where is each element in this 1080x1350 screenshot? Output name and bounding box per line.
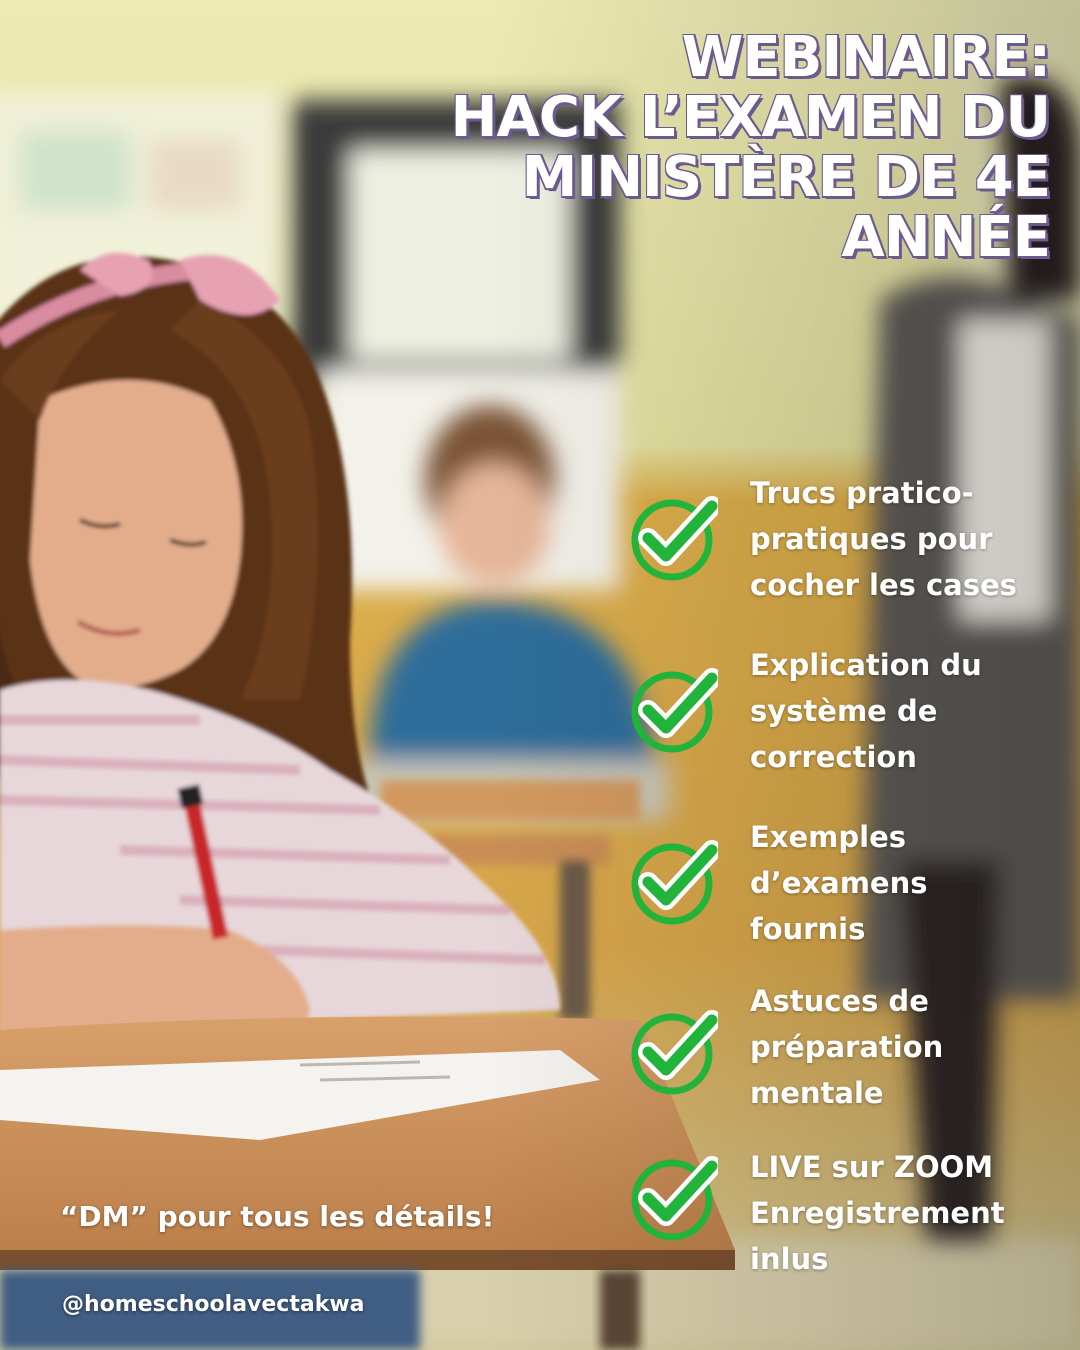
check-circle-icon [626, 666, 718, 758]
feature-line: LIVE sur ZOOM [750, 1150, 994, 1184]
check-circle-icon [626, 838, 718, 930]
feature-line: fournis [750, 912, 866, 946]
dm-call-to-action: “DM” pour tous les détails! [60, 1200, 495, 1233]
feature-line: Explication du [750, 648, 982, 682]
title-line: WEBINAIRE: [681, 25, 1050, 90]
title-line: MINISTÈRE DE 4E [521, 145, 1050, 210]
check-circle-icon [626, 1154, 718, 1246]
webinar-title [230, 25, 1050, 270]
social-handle: @homeschoolavectakwa [62, 1292, 365, 1317]
feature-line: Astuces de [750, 984, 929, 1018]
title-line: HACK L’EXAMEN DU [450, 85, 1050, 150]
feature-line: Exemples [750, 820, 907, 854]
feature-line: mentale [750, 1076, 884, 1110]
check-circle-icon [626, 494, 718, 586]
feature-line: système de [750, 694, 938, 728]
feature-line: Trucs pratico- [750, 476, 974, 510]
feature-line: Enregistrement [750, 1196, 1005, 1230]
feature-line: pratiques pour [750, 522, 993, 556]
feature-line: cocher les cases [750, 568, 1017, 602]
check-circle-icon [626, 1008, 718, 1100]
title-line: ANNÉE [841, 205, 1050, 270]
feature-line: correction [750, 740, 917, 774]
feature-line: inlus [750, 1242, 829, 1276]
feature-line: d’examens [750, 866, 928, 900]
feature-line: préparation [750, 1030, 944, 1064]
